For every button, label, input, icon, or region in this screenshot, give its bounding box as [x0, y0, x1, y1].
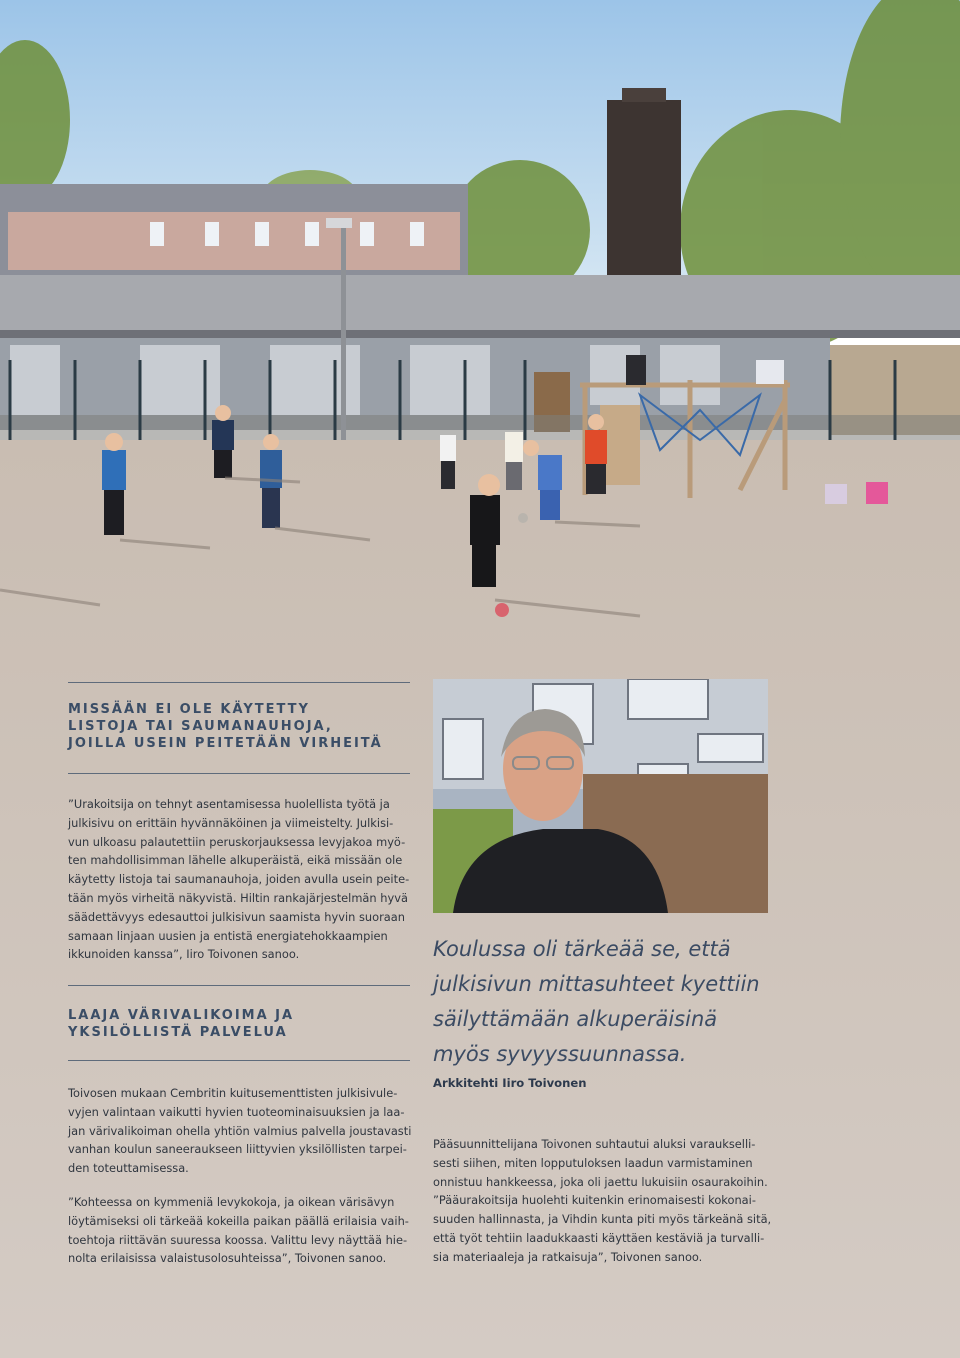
- divider-top-2: [68, 985, 410, 986]
- paragraph-2: [68, 1084, 428, 1178]
- text-line: nolta erilaisissa valaistusolosuhteissa”, Toivonen sanoo.: [68, 1251, 387, 1266]
- text-line: ”Pääurakoitsija huolehti kuitenkin erinomaisesti kokonai-: [433, 1193, 756, 1208]
- section-heading-1: [68, 701, 418, 752]
- text-line: ten mahdollisimman lähelle alkuperäistä, eikä missään ole: [68, 853, 403, 868]
- paragraph-1: [68, 795, 428, 964]
- heading-line: LISTOJA TAI SAUMANAUHOJA,: [68, 719, 333, 734]
- quote-line: myös syvyyssuunnassa.: [433, 1042, 687, 1066]
- divider-bottom-1: [68, 773, 410, 774]
- paragraph-3: [68, 1193, 428, 1268]
- section-heading-2: [68, 1007, 418, 1041]
- quote-line: julkisivun mittasuhteet kyettiin: [433, 972, 760, 996]
- text-line: samaan linjaan uusien ja entistä energiatehokkaampien: [68, 928, 388, 943]
- pull-quote: [433, 932, 813, 1072]
- photo-caption: Arkkitehti Iiro Toivonen: [433, 1076, 587, 1090]
- paragraph-4: [433, 1135, 813, 1267]
- text-line: ”Kohteessa on kymmeniä levykokoja, ja oikean värisävyn: [68, 1195, 395, 1209]
- text-line: vanhan koulun saneeraukseen liittyvien yksilöllisten tarpei-: [68, 1142, 407, 1157]
- divider-bottom-2: [68, 1060, 410, 1061]
- text-line: säädettävyys edesauttoi julkisivun saamista hyvin suoraan: [68, 909, 405, 924]
- text-line: tään myös virheitä näkyvistä. Hiltin rankajärjestelmän hyvä: [68, 890, 408, 905]
- heading-line: MISSÄÄN EI OLE KÄYTETTY: [68, 702, 310, 717]
- divider-top-1: [68, 682, 410, 683]
- text-line: den toteuttamisessa.: [68, 1161, 189, 1176]
- text-line: että työt tehtiin laadukkaasti käyttäen kestäviä ja turvalli-: [433, 1230, 765, 1245]
- text-line: ikkunoiden kanssa”, Iiro Toivonen sanoo.: [68, 947, 300, 962]
- heading-line: LAAJA VÄRIVALIKOIMA JA: [68, 1008, 295, 1023]
- text-line: vun ulkoasu palautettiin peruskorjauksessa levyjakoa myö-: [68, 834, 406, 849]
- text-line: löytämiseksi oli tärkeää kokeilla paikan päällä erilaisia vaih-: [68, 1213, 409, 1228]
- text-line: toehtoja riittävän suuressa koossa. Valittu levy näyttää hie-: [68, 1232, 408, 1247]
- text-line: käytetty listoja tai saumanauhoja, joiden avulla usein peite-: [68, 872, 410, 887]
- quote-line: Koulussa oli tärkeää se, että: [433, 937, 731, 961]
- text-line: sesti siihen, miten lopputuloksen laadun varmistaminen: [433, 1155, 753, 1170]
- text-line: sia materiaaleja ja ratkaisuja”, Toivonen sanoo.: [433, 1249, 703, 1264]
- heading-line: YKSILÖLLISTÄ PALVELUA: [68, 1025, 288, 1040]
- text-line: onnistuu hankkeessa, joka oli jaettu lukuisiin osaurakoihin.: [433, 1174, 768, 1189]
- architect-portrait-photo: [433, 679, 768, 913]
- text-line: Toivosen mukaan Cembritin kuitusementtisten julkisivule-: [68, 1086, 398, 1100]
- heading-line: JOILLA USEIN PEITETÄÄN VIRHEITÄ: [68, 736, 383, 751]
- text-line: jan värivalikoiman ohella yhtiön valmius palvella joustavasti: [68, 1123, 412, 1138]
- text-line: ”Urakoitsija on tehnyt asentamisessa huolellista työtä ja: [68, 797, 390, 811]
- text-line: vyjen valintaan vaikutti hyvien tuoteominaisuuksien ja laa-: [68, 1104, 405, 1119]
- text-line: julkisivu on erittäin hyvännäköinen ja viimeistelty. Julkisi-: [68, 815, 394, 830]
- text-line: Pääsuunnittelijana Toivonen suhtautui aluksi varaukselli-: [433, 1137, 756, 1151]
- quote-line: säilyttämään alkuperäisinä: [433, 1007, 718, 1031]
- text-line: suuden hallinnasta, ja Vihdin kunta piti myös tärkeänä sitä,: [433, 1212, 772, 1227]
